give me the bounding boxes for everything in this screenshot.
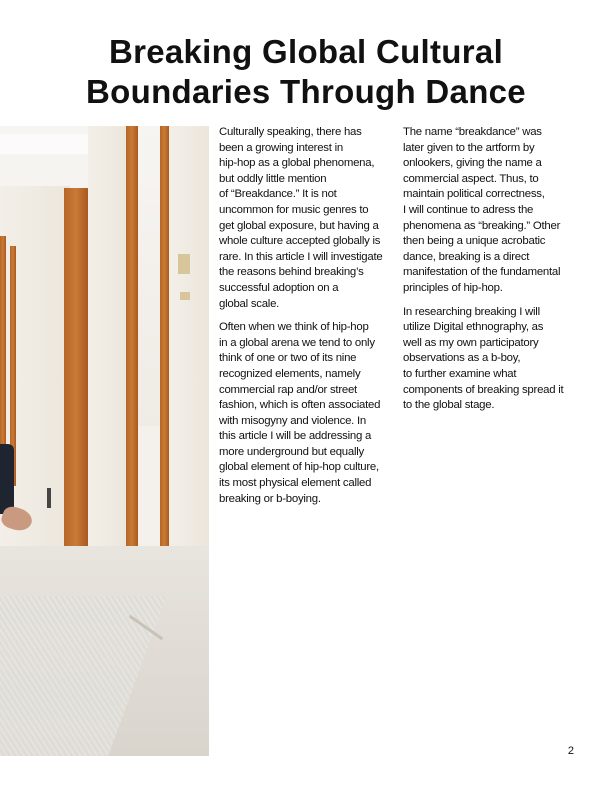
- text-line: to the global stage.: [403, 399, 495, 412]
- text-column-right: [403, 125, 579, 422]
- title-line-1: Breaking Global Cultural: [108, 33, 504, 70]
- text-line: with misogyny and violence. In: [219, 414, 366, 427]
- text-line: well as my own participatory: [403, 336, 539, 349]
- text-line: more underground but equally: [219, 445, 364, 458]
- hallway-photo: [0, 126, 209, 756]
- text-line: In researching breaking I will: [403, 305, 540, 318]
- paragraph-research: [403, 305, 579, 414]
- text-line: of “Breakdance.” It is not: [219, 188, 337, 201]
- text-line: principles of hip-hop.: [403, 281, 503, 294]
- text-column-left: [219, 125, 397, 515]
- text-line: to further examine what: [403, 367, 517, 380]
- text-line: I will continue to adress the: [403, 203, 534, 216]
- text-line: uncommon for music genres to: [219, 203, 369, 216]
- photo-wall-sign-small: [180, 292, 190, 300]
- title-line-2: Boundaries Through Dance: [86, 73, 526, 110]
- text-line: the reasons behind breaking’s: [219, 266, 364, 279]
- text-line: fashion, which is often associated: [219, 399, 381, 412]
- text-line: utilize Digital ethnography, as: [403, 321, 544, 334]
- text-line: later given to the artform by: [403, 141, 535, 154]
- text-line: successful adoption on a: [219, 281, 339, 294]
- text-line: rare. In this article I will investigate: [219, 250, 383, 263]
- text-line: manifestation of the fundamental: [403, 266, 561, 279]
- text-line: commercial aspect. Thus, to: [403, 172, 539, 185]
- photo-wall-sign: [178, 254, 190, 274]
- text-line: global scale.: [219, 297, 280, 310]
- text-line: commercial rap and/or street: [219, 383, 357, 396]
- text-line: Culturally speaking, there has: [219, 126, 362, 138]
- paragraph-elements: [219, 320, 397, 507]
- text-line: onlookers, giving the name a: [403, 157, 542, 170]
- text-line: hip-hop as a global phenomena,: [219, 157, 375, 170]
- paragraph-name-origin: [403, 125, 579, 297]
- text-line: global element of hip-hop culture,: [219, 461, 379, 474]
- text-line: breaking or b-boying.: [219, 492, 321, 505]
- text-line: whole culture accepted globally is: [219, 235, 381, 248]
- photo-person-arm: [0, 444, 14, 514]
- photo-light-switch: [47, 488, 51, 508]
- text-line: this article I will be addressing a: [219, 430, 372, 443]
- text-line: Often when we think of hip-hop: [219, 321, 369, 334]
- text-line: maintain political correctness,: [403, 188, 545, 201]
- text-line: The name “breakdance” was: [403, 126, 542, 138]
- text-line: observations as a b-boy,: [403, 352, 521, 365]
- article-title: [0, 32, 612, 112]
- text-line: think of one or two of its nine: [219, 352, 357, 365]
- text-line: then being a unique acrobatic: [403, 235, 546, 248]
- text-line: in a global arena we tend to only: [219, 336, 375, 349]
- text-line: recognized elements, namely: [219, 367, 361, 380]
- photo-door-frame-far: [0, 236, 6, 456]
- text-line: its most physical element called: [219, 477, 372, 490]
- text-line: been a growing interest in: [219, 141, 343, 154]
- text-line: but oddly little mention: [219, 172, 327, 185]
- photo-door-frame-mid: [64, 188, 88, 568]
- text-line: dance, breaking is a direct: [403, 250, 530, 263]
- page-number: 2: [567, 745, 574, 757]
- text-line: phenomena as “breaking.” Other: [403, 219, 561, 232]
- text-line: get global exposure, but having a: [219, 219, 379, 232]
- text-line: components of breaking spread it: [403, 383, 564, 396]
- paragraph-intro: [219, 125, 397, 312]
